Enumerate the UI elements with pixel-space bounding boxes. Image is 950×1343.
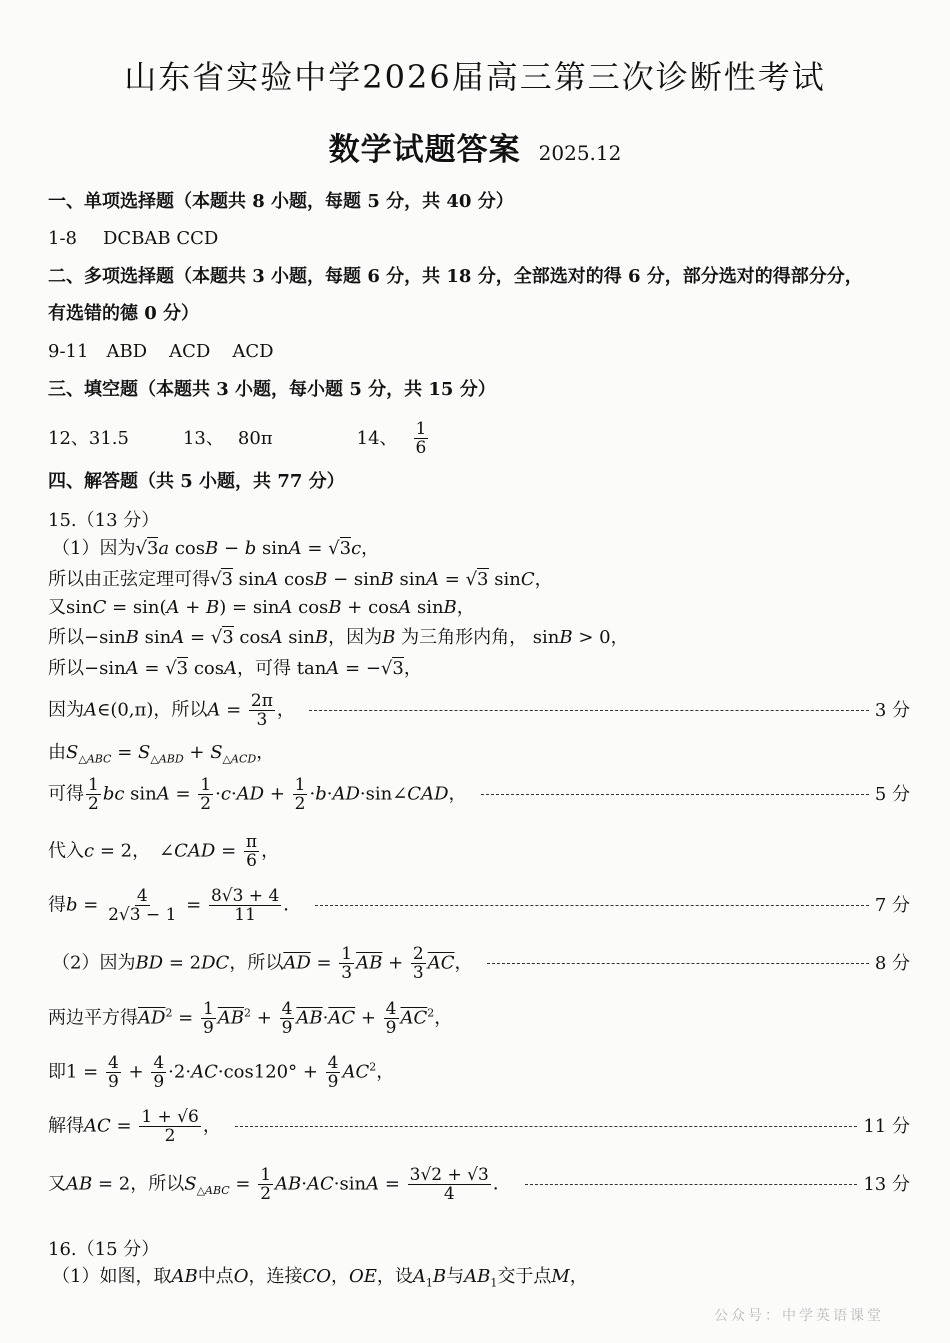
- dotted-leader: [235, 1126, 858, 1127]
- answer-9: ABD: [106, 341, 148, 362]
- q15-line-8: 可得 $\frac{1}{2}$ bc sinA = $\frac{1}{2}$ ·c·AD + $\frac{1}{2}$ ·b·AD·sin∠CAD， 5 分: [48, 775, 910, 814]
- q15-line-6: 因为A∈(0,π)，所以A = $\frac{2\pi}{3}$ ， 3 分: [48, 691, 910, 730]
- answer-10: ACD: [169, 341, 211, 362]
- answer-11: ACD: [232, 341, 274, 362]
- dotted-leader: [315, 905, 869, 906]
- q15-line-4: 所以−sinB sinA = √3 cosA sinB，因为B 为三角形内角， sinB > 0，: [48, 627, 629, 648]
- score-8: 8 分: [874, 952, 910, 974]
- dotted-leader: [309, 710, 869, 711]
- q15-line-12: 两边平方得$\overline{AD}^2$ = $\frac{1}{9}$ $\overline{AB}^2$ + $\frac{4}{9}$ $\overline{AB}\cdot\overline{AC}$ + $\frac{4}{9}$ $\overline{AC}^2$，: [48, 999, 453, 1038]
- q15-title: 15.（13 分）: [48, 510, 160, 531]
- section-4-heading: 四、解答题（共 5 小题，共 77 分）: [48, 471, 345, 492]
- exam-subtitle: [0, 124, 950, 169]
- q15-line-5: 所以−sinA = √3 cosA，可得 tanA = −√3，: [48, 658, 422, 679]
- q15-line-11: （2）因为BD = 2DC，所以$\overline{AD}$ = $\frac{1}{3}$ $\overline{AB}$ + $\frac{2}{3}$ $\overline{AC}$， 8 分: [52, 944, 910, 983]
- q15-line-13: 即1 = $\frac{4}{9}$ + $\frac{4}{9}$ ·2·AC·cos120° + $\frac{4}{9}$ $AC^2$，: [48, 1053, 395, 1092]
- q15-line-9: 代入c = 2， ∠CAD = $\frac{\pi}{6}$ ，: [48, 832, 280, 871]
- section-2-heading-line-1: 二、多项选择题（本题共 3 小题，每题 6 分，共 18 分，全部选对的得 6 分，部分选对的得部分分，: [48, 266, 863, 287]
- q16-line-1: （1）如图，取AB中点O，连接CO，OE，设$A_1B$与$AB_1$交于点M，: [52, 1266, 588, 1290]
- section-3-heading: 三、填空题（本题共 3 小题，每小题 5 分，共 15 分）: [48, 379, 496, 400]
- q15-line-3: 又sinC = sin(A + B) = sinA cosB + cosA sinB，: [48, 597, 475, 618]
- q15-line-10: 得b = $\frac{4}{2√3 - 1}$ = $\frac{8√3 + 4}{11}$ ． 7 分: [48, 886, 910, 925]
- score-5: 5 分: [874, 783, 910, 805]
- section-1-heading: 一、单项选择题（本题共 8 小题，每题 5 分，共 40 分）: [48, 191, 514, 212]
- q15-line-15: 又AB = 2，所以$S_{\triangle ABC}$ = $\frac{1}{2}$ AB·AC·sinA = $\frac{3√2 + √3}{4}$ ． 13 分: [48, 1165, 910, 1204]
- score-11: 11 分: [863, 1115, 910, 1137]
- score-3: 3 分: [874, 699, 910, 721]
- exam-title: 山东省实验中学2026届高三第三次诊断性考试: [124, 58, 826, 96]
- q15-line-1: （1）因为√3a cosB − b sinA = √3c，: [52, 538, 380, 559]
- answer-13-value: 80π: [237, 427, 273, 449]
- section-1-answers: [48, 227, 910, 251]
- q15-line-7: 由$S_{\triangle ABC} = S_{\triangle ABD} + S_{\triangle ACD}$，: [48, 742, 275, 766]
- subtitle-text: 数学试题答案: [328, 132, 521, 168]
- watermark: 公众号：中学英语课堂: [714, 1308, 884, 1324]
- answer-12-value: 31.5: [88, 427, 129, 449]
- dotted-leader: [487, 963, 869, 964]
- answer-14-fraction: $\frac{1}{6}$: [415, 419, 427, 458]
- section-1-answer-text: DCBAB CCD: [103, 228, 219, 249]
- score-7: 7 分: [874, 894, 910, 916]
- answer-12-label: 12、: [48, 427, 89, 449]
- q16-title: 16.（15 分）: [48, 1239, 160, 1260]
- section-2-range: 9-11: [48, 341, 89, 362]
- answer-14-label: 14、: [356, 427, 398, 449]
- section-2-heading-line-2: 有选错的德 0 分）: [48, 303, 200, 324]
- exam-date: 2025.12: [538, 141, 622, 165]
- score-13: 13 分: [863, 1173, 910, 1195]
- q15-line-14: 解得AC = $\frac{1 + √6}{2}$ ， 11 分: [48, 1107, 910, 1146]
- section-3-answers: [48, 420, 910, 457]
- section-2-answers: [48, 340, 910, 364]
- q15-line-2: 所以由正弦定理可得√3 sinA cosB − sinB sinA = √3 sinC，: [48, 569, 553, 590]
- dotted-leader: [525, 1184, 858, 1185]
- dotted-leader: [481, 794, 869, 795]
- section-1-range: 1-8: [48, 228, 77, 249]
- answer-13-label: 13、: [182, 427, 224, 449]
